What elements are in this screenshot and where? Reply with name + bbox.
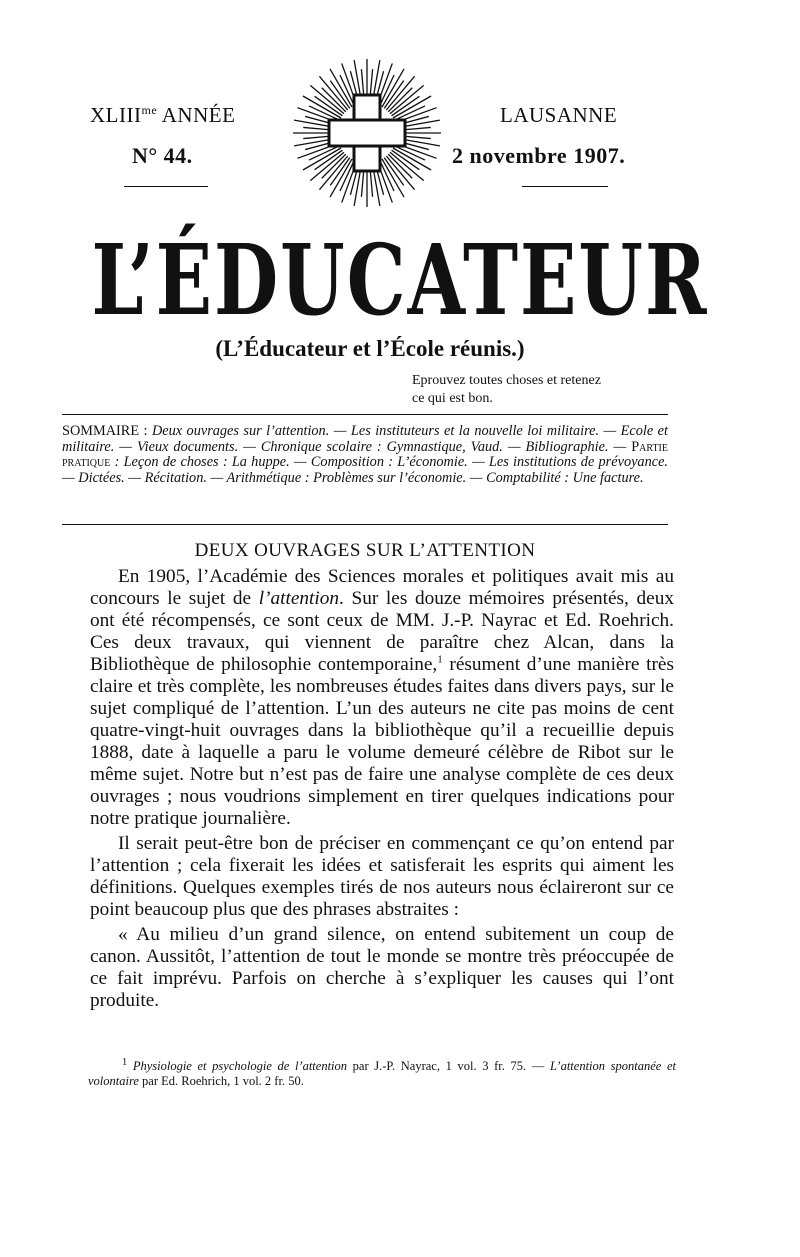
p1-text-a: En 1905, l’Académie des Sciences morales et politiques avait mis au concours le sujet de xyxy=(90,566,674,609)
volume-year xyxy=(90,103,235,128)
motto-line-2: ce qui est bon. xyxy=(412,391,493,406)
motto-line-1: Eprouvez toutes choses et retenez xyxy=(412,373,601,388)
article-heading: DEUX OUVRAGES SUR L’ATTENTION xyxy=(194,540,536,561)
sommaire-part-1: Deux ouvrages sur l’attention. — Les instituteurs et la nouvelle loi militaire. — Ecole et militaire. — Vieux documents. — Chronique scolaire : Gymnastique, Vaud. — Bibliographie. — xyxy=(62,423,668,455)
sommaire xyxy=(62,424,668,486)
footnote-mark: 1 xyxy=(122,1057,128,1068)
masthead-rule-right xyxy=(522,186,608,187)
article-paragraph-3: « Au milieu d’un grand silence, on entend subitement un coup de canon. Aussitôt, l’attention de tout le monde se montre très préoccupée de ce fait imprévu. Parfois on cherche à s’expliquer les causes qui l’ont produite. xyxy=(90,924,674,1011)
p1-emphasis: l’attention xyxy=(258,588,340,609)
article-body xyxy=(90,566,674,1015)
footnote-ref: 1 xyxy=(437,653,443,666)
footnote-text-1: par J.-P. Nayrac, 1 vol. 3 fr. 75. — xyxy=(347,1059,545,1074)
sommaire-rule-top xyxy=(62,414,668,415)
footnote-title-1: Physiologie et psychologie de l’attention xyxy=(132,1059,348,1074)
p1-text-c: résument d’une manière très claire et très complète, les nombreuses études faites dans divers pays, sur le sujet compliqué de l’attention. L’un des auteurs ne cite pas moins de cent quatre-vingt-huit ouvrages dans la bibliothèque qu’il a recueillie depuis 1888, date à laquelle a paru le volume demeuré célèbre de Ribot sur le même sujet. Notre but n’est pas de faire une analyse complète de ces deux ouvrages ; nous voudrions simplement en tirer quelques indications pour notre pratique journalière. xyxy=(90,654,674,829)
article-paragraph-1 xyxy=(90,566,674,830)
sommaire-partie-pratique: Partie pratique xyxy=(62,438,668,470)
footnote-title-2: L’attention spontanée et volontaire xyxy=(88,1059,677,1089)
issue-date: 2 novembre 1907. xyxy=(452,143,626,168)
sommaire-label: SOMMAIRE : xyxy=(62,423,148,439)
article-paragraph-2: Il serait peut-être bon de préciser en commençant ce qu’on entend par l’attention ; cela fixerait les idées et satisferait les esprits qui aiment les définitions. Quelques exemples tirés de nos auteurs nous éclaireront sur ce point beaucoup plus que des phrases abstraites : xyxy=(90,833,674,920)
motto xyxy=(412,372,601,408)
footnote-text-2: par Ed. Roehrich, 1 vol. 2 fr. 50. xyxy=(138,1074,304,1089)
sommaire-rule-bottom xyxy=(62,524,668,525)
swiss-cross-sunburst-icon xyxy=(292,58,442,208)
footnote xyxy=(88,1055,676,1089)
journal-title: L’ÉDUCATEUR xyxy=(91,224,709,338)
volume-word: ANNÉE xyxy=(161,103,236,127)
sommaire-part-2: : Leçon de choses : La huppe. — Composition : L’économie. — Les institutions de prévoyance. — Dictées. — Récitation. — Arithmétique : Problèmes sur l’économie. — Comptabilité : Une facture. xyxy=(62,454,668,486)
p1-text-b: . Sur les douze mémoires présentés, deux ont été récompensés, ce sont ceux de MM. J.-P. Nayrac et Ed. Roehrich. Ces deux travaux, qui viennent de paraître chez Alcan, dans la Bibliothèque de philosophie contemporaine, xyxy=(90,588,674,675)
issue-number: N° 44. xyxy=(132,143,193,168)
volume-roman: XLIII xyxy=(90,103,142,127)
journal-subtitle: (L’Éducateur et l’École réunis.) xyxy=(215,336,525,361)
city: LAUSANNE xyxy=(500,103,618,127)
volume-sup: me xyxy=(141,103,158,117)
masthead-rule-left xyxy=(124,186,208,187)
